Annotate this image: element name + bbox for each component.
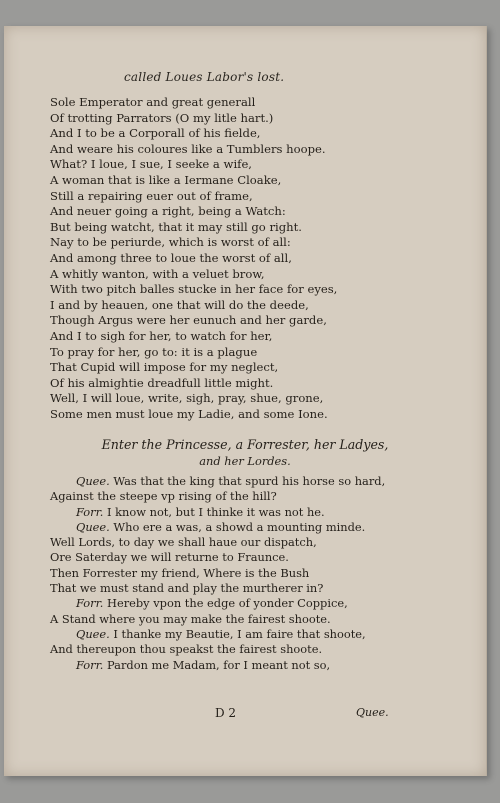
verse-line: Though Argus were her eunuch and her garde, [50, 313, 327, 328]
dialogue-text: Then Forrester my friend, Where is the Bush [50, 565, 310, 580]
dialogue-line [50, 581, 395, 596]
verse-line: That Cupid will impose for my neglect, [50, 360, 279, 375]
dialogue-text: And thereupon thou speakst the fairest shoote. [50, 642, 323, 657]
dialogue-line [50, 642, 395, 657]
verse-line: And among three to loue the worst of all, [50, 250, 292, 265]
speaker-label: Quee. [76, 474, 110, 488]
catchword: Quee. [356, 706, 389, 719]
speaker-label: Quee. [76, 519, 110, 534]
speaker-label: Quee. [76, 626, 110, 641]
dialogue-line [50, 489, 395, 504]
dialogue-text: A Stand where you may make the fairest shoote. [50, 611, 331, 626]
dialogue-line [50, 535, 395, 550]
dialogue-text: I thanke my Beautie, I am faire that shoote, [113, 626, 366, 641]
dialogue-line [50, 566, 395, 581]
speaker-label: Forr. [76, 504, 104, 519]
dialogue-text: I know not, but I thinke it was not he. [107, 504, 325, 519]
dialogue-line [50, 474, 395, 489]
dialogue-text: That we must stand and play the murtherer in? [50, 581, 324, 596]
verse-line: And I to be a Corporall of his fielde, [50, 126, 261, 141]
verse-line: What? I loue, I sue, I seeke a wife, [50, 157, 252, 172]
dialogue-text: Hereby vpon the edge of yonder Coppice, [107, 596, 348, 611]
verse-line: With two pitch balles stucke in her face for eyes, [50, 282, 338, 297]
verse-line: Of trotting Parrators (O my litle hart.) [50, 110, 274, 125]
verse-line: And neuer going a right, being a Watch: [50, 204, 286, 219]
verse-line: Well, I will loue, write, sigh, pray, shue, grone, [50, 391, 324, 406]
book-page [4, 26, 487, 776]
dialogue-line [50, 550, 395, 565]
verse-block [50, 95, 390, 422]
verse-line: Some men must loue my Ladie, and some Ione. [50, 406, 328, 421]
stage-direction-line-1: Enter the Princesse, a Forrester, her Ladyes, [101, 437, 389, 452]
speaker-label: Forr. [76, 657, 104, 672]
verse-line: Still a repairing euer out of frame, [50, 188, 253, 203]
speaker-label: Forr. [76, 596, 104, 611]
running-header: called Loues Labor's lost. [124, 70, 285, 84]
dialogue-block [50, 474, 395, 673]
dialogue-line [50, 520, 395, 535]
verse-line: To pray for her, go to: it is a plague [50, 344, 258, 359]
dialogue-text: Was that the king that spurd his horse so hard, [113, 474, 386, 488]
dialogue-text: Well Lords, to day we shall haue our dispatch, [50, 535, 317, 550]
signature-mark: D 2 [215, 706, 237, 720]
verse-line: Nay to be periurde, which is worst of all: [50, 235, 291, 250]
dialogue-text: Who ere a was, a showd a mounting minde. [113, 519, 366, 534]
dialogue-text: Ore Saterday we will returne to Fraunce. [50, 550, 289, 565]
verse-line: But being watcht, that it may still go right. [50, 219, 302, 234]
dialogue-text: Pardon me Madam, for I meant not so, [107, 657, 331, 672]
verse-line: A woman that is like a Iermane Cloake, [50, 172, 282, 187]
dialogue-text: Against the steepe vp rising of the hill? [50, 489, 277, 504]
verse-line: And I to sigh for her, to watch for her, [50, 328, 273, 343]
verse-line: And weare his coloures like a Tumblers hoope. [50, 141, 326, 156]
verse-line: Sole Emperator and great generall [50, 95, 256, 109]
verse-line: A whitly wanton, with a veluet brow, [50, 266, 265, 281]
dialogue-line [50, 505, 395, 520]
verse-line: I and by heauen, one that will do the deede, [50, 297, 309, 312]
dialogue-line [50, 612, 395, 627]
dialogue-line [50, 596, 395, 611]
verse-line: Of his almightie dreadfull little might. [50, 375, 274, 390]
stage-direction-line-2: and her Lordes. [199, 454, 291, 468]
dialogue-line [50, 658, 395, 673]
dialogue-line [50, 627, 395, 642]
